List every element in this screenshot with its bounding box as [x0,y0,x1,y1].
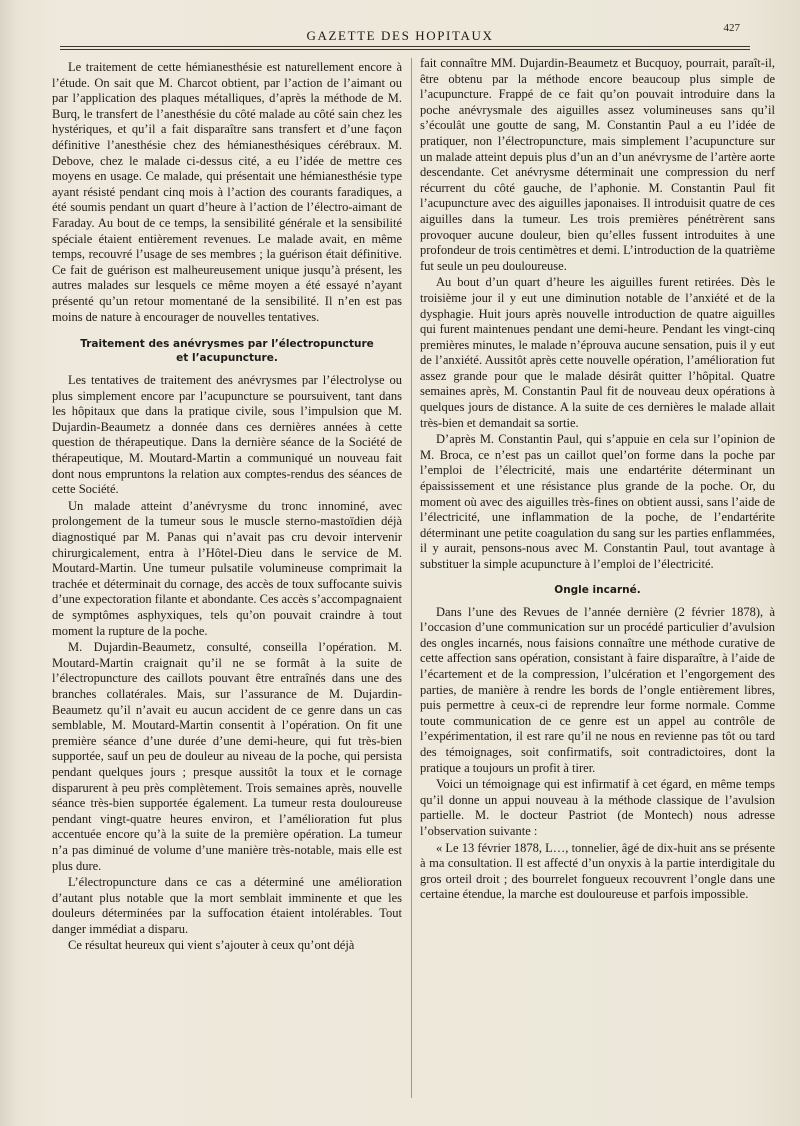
paragraph: Au bout d’un quart d’heure les aiguilles furent retirées. Dès le troisième jour il y eut une diminution notable de l’anxiété et de la dysphagie. Huit jours après nouvelle introduction de quatre aiguilles qui furent maintenues pendant une demi-heure. Pendant les vingt-cinq premières minutes, le malade n’éprouva aucune sensation, puis il y eut de l’anxiété. Aussitôt après cette nouvelle opération, l’amélioration fut assez grande pour que le malade désirât quitter l’hôpital. Quatre semaines après, M. Constantin Paul fit de nouveau deux opérations à quelques jours de distance. A la suite de ces dernières le malade allait très-bien et demandait sa sortie. [420,275,775,430]
column-divider [411,58,412,1098]
paragraph: Dans l’une des Revues de l’année dernière (2 février 1878), à l’occasion d’une communication sur un procédé particulier d’avulsion des ongles incarnés, nous faisions connaître une méthode curative de cette affection sans opération, consistant à faire disparaître, à l’aide de l’écartement et de la compression, l’ulcération et l’engorgement des parties, de manière à rendre les bords de l’ongle entièrement libres, puis permettre à ceux-ci de reprendre leur forme normale. Comme toute communication de ce genre est un appel au contrôle de l’expérimentation, il est rare qu’il ne nous en revienne pas tôt ou tard des témoignages, soit confirmatifs, soit contradictoires, dont la pratique a toujours un profit à tirer. [420,604,775,775]
header-rule-double [60,49,750,50]
paragraph: Un malade atteint d’anévrysme du tronc innominé, avec prolongement de la tumeur sous le muscle sterno-mastoïdien déjà diagnostiqué par M. Panas qui n’avait pas cru devoir intervenir chirurgicalement, entra à l’Hôtel-Dieu dans le service de M. Moutard-Martin. Une tumeur pulsatile volumineuse comprimait la trachée et déterminait du cornage, des accès de toux suffocante suivis d’une expectoration filante et abondante. Ces accès s’accompagnaient de symptômes asphyxiques, tels qu’on pouvait craindre à tout moment la rupture de la poche. [52,498,402,638]
section-title-ingrown-nail: Ongle incarné. [554,583,641,596]
paragraph-continued: fait connaître MM. Dujardin-Beaumetz et Bucquoy, pourrait, paraît-il, être obtenu par la méthode encore beaucoup plus simple de l’acupuncture. Frappé de ce fait qu’on pouvait introduire dans la poche anévrysmale des aiguilles assez volumineuses sans qu’il s’écoulât une goutte de sang, M. Constantin Paul a eu l’idée de pratiquer, non l’électropuncture, mais simplement l’acupuncture sur un malade atteint depuis plus d’un an d’un anévrysme de l’artère aorte descendante. Cet anévrysme déterminait une compression du nerf récurrent du côté gauche, de l’aphonie. M. Constantin Paul fit l’acupuncture avec des aiguilles japonaises. Il introduisit quatre de ces aiguilles dans la tumeur. Les trois premières pénétrèrent sans provoquer aucune douleur, bien qu’elles fussent introduites à une profondeur de trois centimètres et demi. L’introduction de la quatrième fut seule un peu douloureuse. [420,56,775,273]
paragraph-quotation: « Le 13 février 1878, L…, tonnelier, âgé de dix-huit ans se présente à ma consultation. Il est affecté d’un onyxis à la partie interdigitale du gros orteil droit ; des bourrelet fongueux recouvrent l’ongle dans une certaine étendue, la marche est douloureuse et parfois impossible. [420,840,775,902]
paragraph: Voici un témoignage qui est infirmatif à cet égard, en même temps qu’il donne un appui nouveau à la méthode classique de l’avulsion partielle. M. le docteur Pastriot (de Montech) nous adresse l’observation suivante : [420,777,775,838]
paragraph: Ce résultat heureux qui vient s’ajouter à ceux qu’ont déjà [68,938,355,953]
paragraph: L’électropuncture dans ce cas a déterminé une amélioration d’autant plus notable que la mort semblait imminente et que les douleurs déterminées par la suffocation étaient intolérables. Tout danger immédiat a disparu. [52,875,402,936]
header-rule [60,46,750,47]
paragraph: M. Dujardin-Beaumetz, consulté, conseilla l’opération. M. Moutard-Martin craignait qu’il ne se formât à la suite de l’électropuncture des caillots pouvant être entraînés dans une des branches collatérales. Mais, sur l’assurance de M. Dujardin-Beaumetz qu’il n’avait eu aucun accident de ce genre dans un cas semblable, M. Moutard-Martin consentit à l’opération. On fit une première séance d’une durée d’une demi-heure, qui fut très-bien supportée, sauf un peu de douleur au niveau de la poche, qui persista pendant quelques jours ; presque aussitôt la toux et le cornage disparurent à peu près complètement. Trois semaines après, nouvelle séance très-bien supportée également. La tumeur resta douloureuse pendant vingt-quatre heures environ, et l’amélioration fut plus accentuée encore qu’à la suite de la première opération. La tumeur n’a pas diminué de volume d’une manière très-notable, mais elle est plus dure. [52,640,402,873]
section-title-line-1: Traitement des anévrysmes par l’électropuncture [80,338,374,351]
page-number: 427 [723,22,740,34]
section-title-line-2: et l’acupuncture. [176,352,278,365]
paragraph-hemianesthesia: Le traitement de cette hémianesthésie est naturellement encore à l’étude. On sait que M. Charcot obtient, par l’action de l’aimant ou par l’application des plaques métalliques, d’après la méthode de M. Burq, le transfert de l’anesthésie du côté malade au côté sain chez les hystériques, et qu’il a fait disparaître sans transfert et d’une façon définitive l’anesthésie chez des hémianesthésiques cérébraux. M. Debove, chez le malade ci-dessus cité, a eu l’idée de mettre ces moyens en usage. Ce malade, qui présentait une hémianesthésie type ayant résisté pendant cinq mois à l’action des courants faradiques, a été soumis pendant un quart d’heure à l’action de l’électro-aimant de Faraday. Au bout de ce temps, la sensibilité générale et la sensibilité spéciale étaient entièrement revenues. Le malade avait, en même temps, recouvré l’usage de ses membres ; la guérison était définitive. Ce fait de guérison est malheureusement unique jusqu’à présent, les autres malades sur lesquels ce même moyen a été essayé n’ayant présenté qu’un retour momentané de la sensibilité. Il n’en est pas moins de nature à encourager de nouvelles tentatives. [52,60,402,324]
paragraph: Les tentatives de traitement des anévrysmes par l’électrolyse ou plus simplement encore par l’acupuncture se poursuivent, tant dans les hôpitaux que dans la pratique civile, sous l’impulsion que M. Dujardin-Beaumetz a donnée dans ces dernières années à cette question de thérapeutique. Dans la dernière séance de la Société de thérapeutique, M. Moutard-Martin a communiqué un nouveau fait dont nous empruntons la relation aux comptes-rendus des séances de cette Société. [52,373,402,497]
left-column [52,60,402,955]
paragraph: D’après M. Constantin Paul, qui s’appuie en cela sur l’opinion de M. Broca, ce n’est pas un caillot quel’on forme dans la poche par l’emploi de l’électricité, mais une endartérite déterminant un épaississement et une résistance plus grande de la poche. Or, du moment où avec des aiguilles très-fines on obtient aussi, sans l’aide de l’électricité, une inflammation de la poche, de l’endartérite déterminant une petite coagulation du sang sur les parties enflammées, il y aurait, pensons-nous avec M. Constantin Paul, tout avantage à substituer la simple acupuncture à l’emploi de l’électricité. [420,432,775,571]
right-column [420,56,775,904]
page-header-title: GAZETTE DES HOPITAUX [306,28,494,43]
section-title-aneurysm [52,337,402,365]
